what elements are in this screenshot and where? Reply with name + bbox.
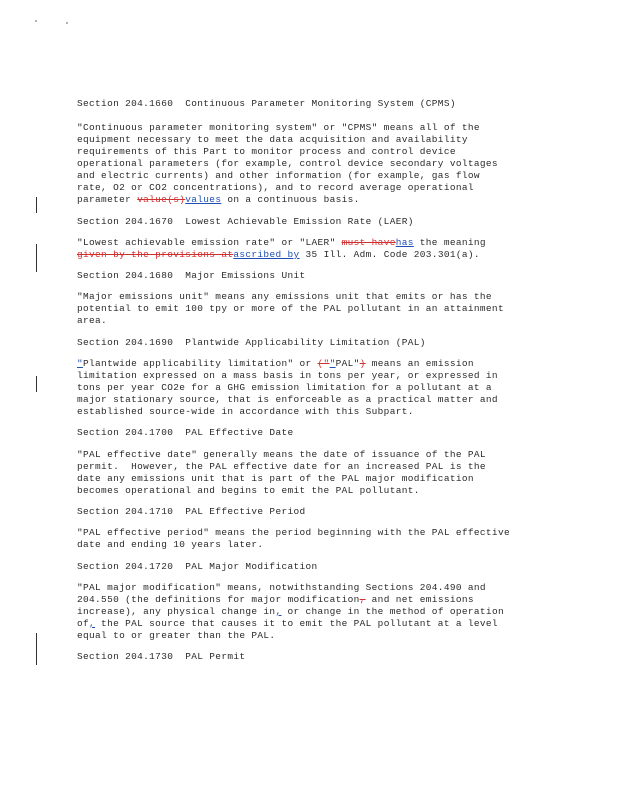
inserted-text: , bbox=[89, 618, 96, 630]
text-segment: date any emissions unit that is part of the PAL major modification bbox=[77, 472, 474, 484]
text-line bbox=[77, 158, 547, 170]
section-paragraph bbox=[77, 237, 547, 261]
text-segment: on a continuous basis. bbox=[221, 194, 360, 206]
text-line bbox=[77, 473, 547, 485]
text-line bbox=[77, 315, 547, 327]
text-segment: "PAL major modification" means, notwithstanding Sections 204.490 and bbox=[77, 581, 486, 593]
text-line bbox=[77, 237, 547, 249]
text-line bbox=[77, 249, 547, 261]
text-segment: 35 Ill. Adm. Code 203.301(a). bbox=[299, 248, 480, 260]
text-segment: becomes operational and begins to emit the PAL pollutant. bbox=[77, 485, 420, 497]
text-line bbox=[77, 122, 547, 134]
text-line bbox=[77, 146, 547, 158]
section-heading: Section 204.1710 PAL Effective Period bbox=[77, 506, 306, 518]
text-segment: requirements of this Part to monitor process and control device bbox=[77, 145, 456, 157]
text-segment: "Major emissions unit" means any emissions unit that emits or has the bbox=[77, 291, 492, 303]
section-heading: Section 204.1730 PAL Permit bbox=[77, 651, 246, 663]
text-line bbox=[77, 618, 547, 630]
text-segment: "PAL effective date" generally means the date of issuance of the PAL bbox=[77, 448, 486, 460]
text-line bbox=[77, 291, 547, 303]
inserted-text: ascribed by bbox=[233, 248, 300, 260]
text-segment: rate, O2 or CO2 concentrations), and to record average operational bbox=[77, 182, 474, 194]
text-line bbox=[77, 194, 547, 206]
text-segment: potential to emit 100 tpy or more of the PAL pollutant in an attainment bbox=[77, 303, 504, 315]
text-segment: "Continuous parameter monitoring system" or "CPMS" means all of the bbox=[77, 121, 480, 133]
section-paragraph bbox=[77, 358, 547, 419]
text-line bbox=[77, 527, 547, 539]
deleted-text: ) bbox=[359, 357, 366, 369]
section bbox=[77, 270, 547, 328]
scan-speck bbox=[66, 22, 68, 24]
section bbox=[77, 561, 547, 643]
section-paragraph bbox=[77, 449, 547, 498]
text-segment: "Lowest achievable emission rate" or "LAER" bbox=[77, 236, 342, 248]
scan-speck bbox=[35, 20, 37, 22]
text-segment: permit. However, the PAL effective date for an increased PAL is the bbox=[77, 460, 486, 472]
text-segment: PAL" bbox=[335, 357, 360, 369]
text-segment: area. bbox=[77, 315, 108, 327]
text-segment: "PAL effective period" means the period beginning with the PAL effective bbox=[77, 527, 510, 539]
text-segment: date and ending 10 years later. bbox=[77, 539, 264, 551]
text-line bbox=[77, 370, 547, 382]
text-line bbox=[77, 594, 547, 606]
section-paragraph bbox=[77, 582, 547, 643]
change-bar bbox=[36, 376, 37, 392]
inserted-text: " bbox=[329, 357, 336, 369]
section-heading: Section 204.1720 PAL Major Modification bbox=[77, 560, 318, 572]
text-segment: the meaning bbox=[413, 236, 486, 248]
section bbox=[77, 427, 547, 497]
section bbox=[77, 98, 547, 207]
text-segment: established source-wide in accordance with this Subpart. bbox=[77, 406, 414, 418]
section bbox=[77, 651, 547, 663]
section-paragraph bbox=[77, 527, 547, 551]
text-line bbox=[77, 303, 547, 315]
text-segment: parameter bbox=[77, 194, 138, 206]
text-line bbox=[77, 485, 547, 497]
text-segment: Plantwide applicability limitation" or bbox=[83, 357, 318, 369]
deleted-text: given by the provisions at bbox=[77, 248, 234, 260]
text-line bbox=[77, 170, 547, 182]
text-segment: tons per year CO2e for a GHG emission limitation for a pollutant at a bbox=[77, 382, 492, 394]
document-body bbox=[77, 98, 547, 664]
text-line bbox=[77, 461, 547, 473]
text-line bbox=[77, 582, 547, 594]
section-heading: Section 204.1680 Major Emissions Unit bbox=[77, 270, 306, 282]
text-line bbox=[77, 358, 547, 370]
text-line bbox=[77, 382, 547, 394]
text-segment: the PAL source that causes it to emit the PAL pollutant at a level bbox=[95, 618, 498, 630]
section-heading: Section 204.1670 Lowest Achievable Emission Rate (LAER) bbox=[77, 215, 414, 227]
text-line bbox=[77, 134, 547, 146]
deleted-text: , bbox=[359, 593, 366, 605]
change-bar bbox=[36, 197, 37, 213]
text-segment: operational parameters (for example, control device secondary voltages bbox=[77, 158, 498, 170]
inserted-text: has bbox=[395, 236, 414, 248]
text-segment: and electric currents) and other information (for example, gas flow bbox=[77, 170, 480, 182]
section-heading: Section 204.1690 Plantwide Applicability Limitation (PAL) bbox=[77, 336, 426, 348]
inserted-text: , bbox=[275, 606, 282, 617]
deleted-text: (" bbox=[317, 357, 330, 369]
text-segment: of bbox=[77, 618, 90, 630]
text-segment: 204.550 (the definitions for major modification bbox=[77, 593, 360, 605]
text-segment: or change in the method of operation bbox=[281, 606, 504, 617]
text-segment: means an emission bbox=[365, 357, 474, 369]
text-segment: and net emissions bbox=[365, 593, 474, 605]
text-line bbox=[77, 606, 547, 618]
inserted-text: " bbox=[77, 357, 84, 369]
section bbox=[77, 337, 547, 419]
text-segment: major stationary source, that is enforceable as a practical matter and bbox=[77, 394, 498, 406]
text-segment: increase), any physical change in bbox=[77, 606, 276, 617]
section bbox=[77, 216, 547, 261]
text-line bbox=[77, 539, 547, 551]
text-line bbox=[77, 406, 547, 418]
section-paragraph bbox=[77, 122, 547, 207]
text-segment: equal to or greater than the PAL. bbox=[77, 630, 276, 642]
inserted-text: values bbox=[185, 194, 222, 206]
section-paragraph bbox=[77, 291, 547, 327]
deleted-text: value(s) bbox=[137, 194, 186, 206]
text-line bbox=[77, 630, 547, 642]
change-bar bbox=[36, 633, 37, 665]
deleted-text: must have bbox=[341, 236, 396, 248]
text-line bbox=[77, 449, 547, 461]
section-heading: Section 204.1660 Continuous Parameter Monitoring System (CPMS) bbox=[77, 98, 456, 109]
text-line bbox=[77, 394, 547, 406]
change-bar bbox=[36, 244, 37, 272]
section-heading: Section 204.1700 PAL Effective Date bbox=[77, 427, 294, 439]
section bbox=[77, 506, 547, 551]
text-segment: equipment necessary to meet the data acquisition and availability bbox=[77, 133, 468, 145]
text-segment: limitation expressed on a mass basis in tons per year, or expressed in bbox=[77, 369, 498, 381]
text-line bbox=[77, 182, 547, 194]
